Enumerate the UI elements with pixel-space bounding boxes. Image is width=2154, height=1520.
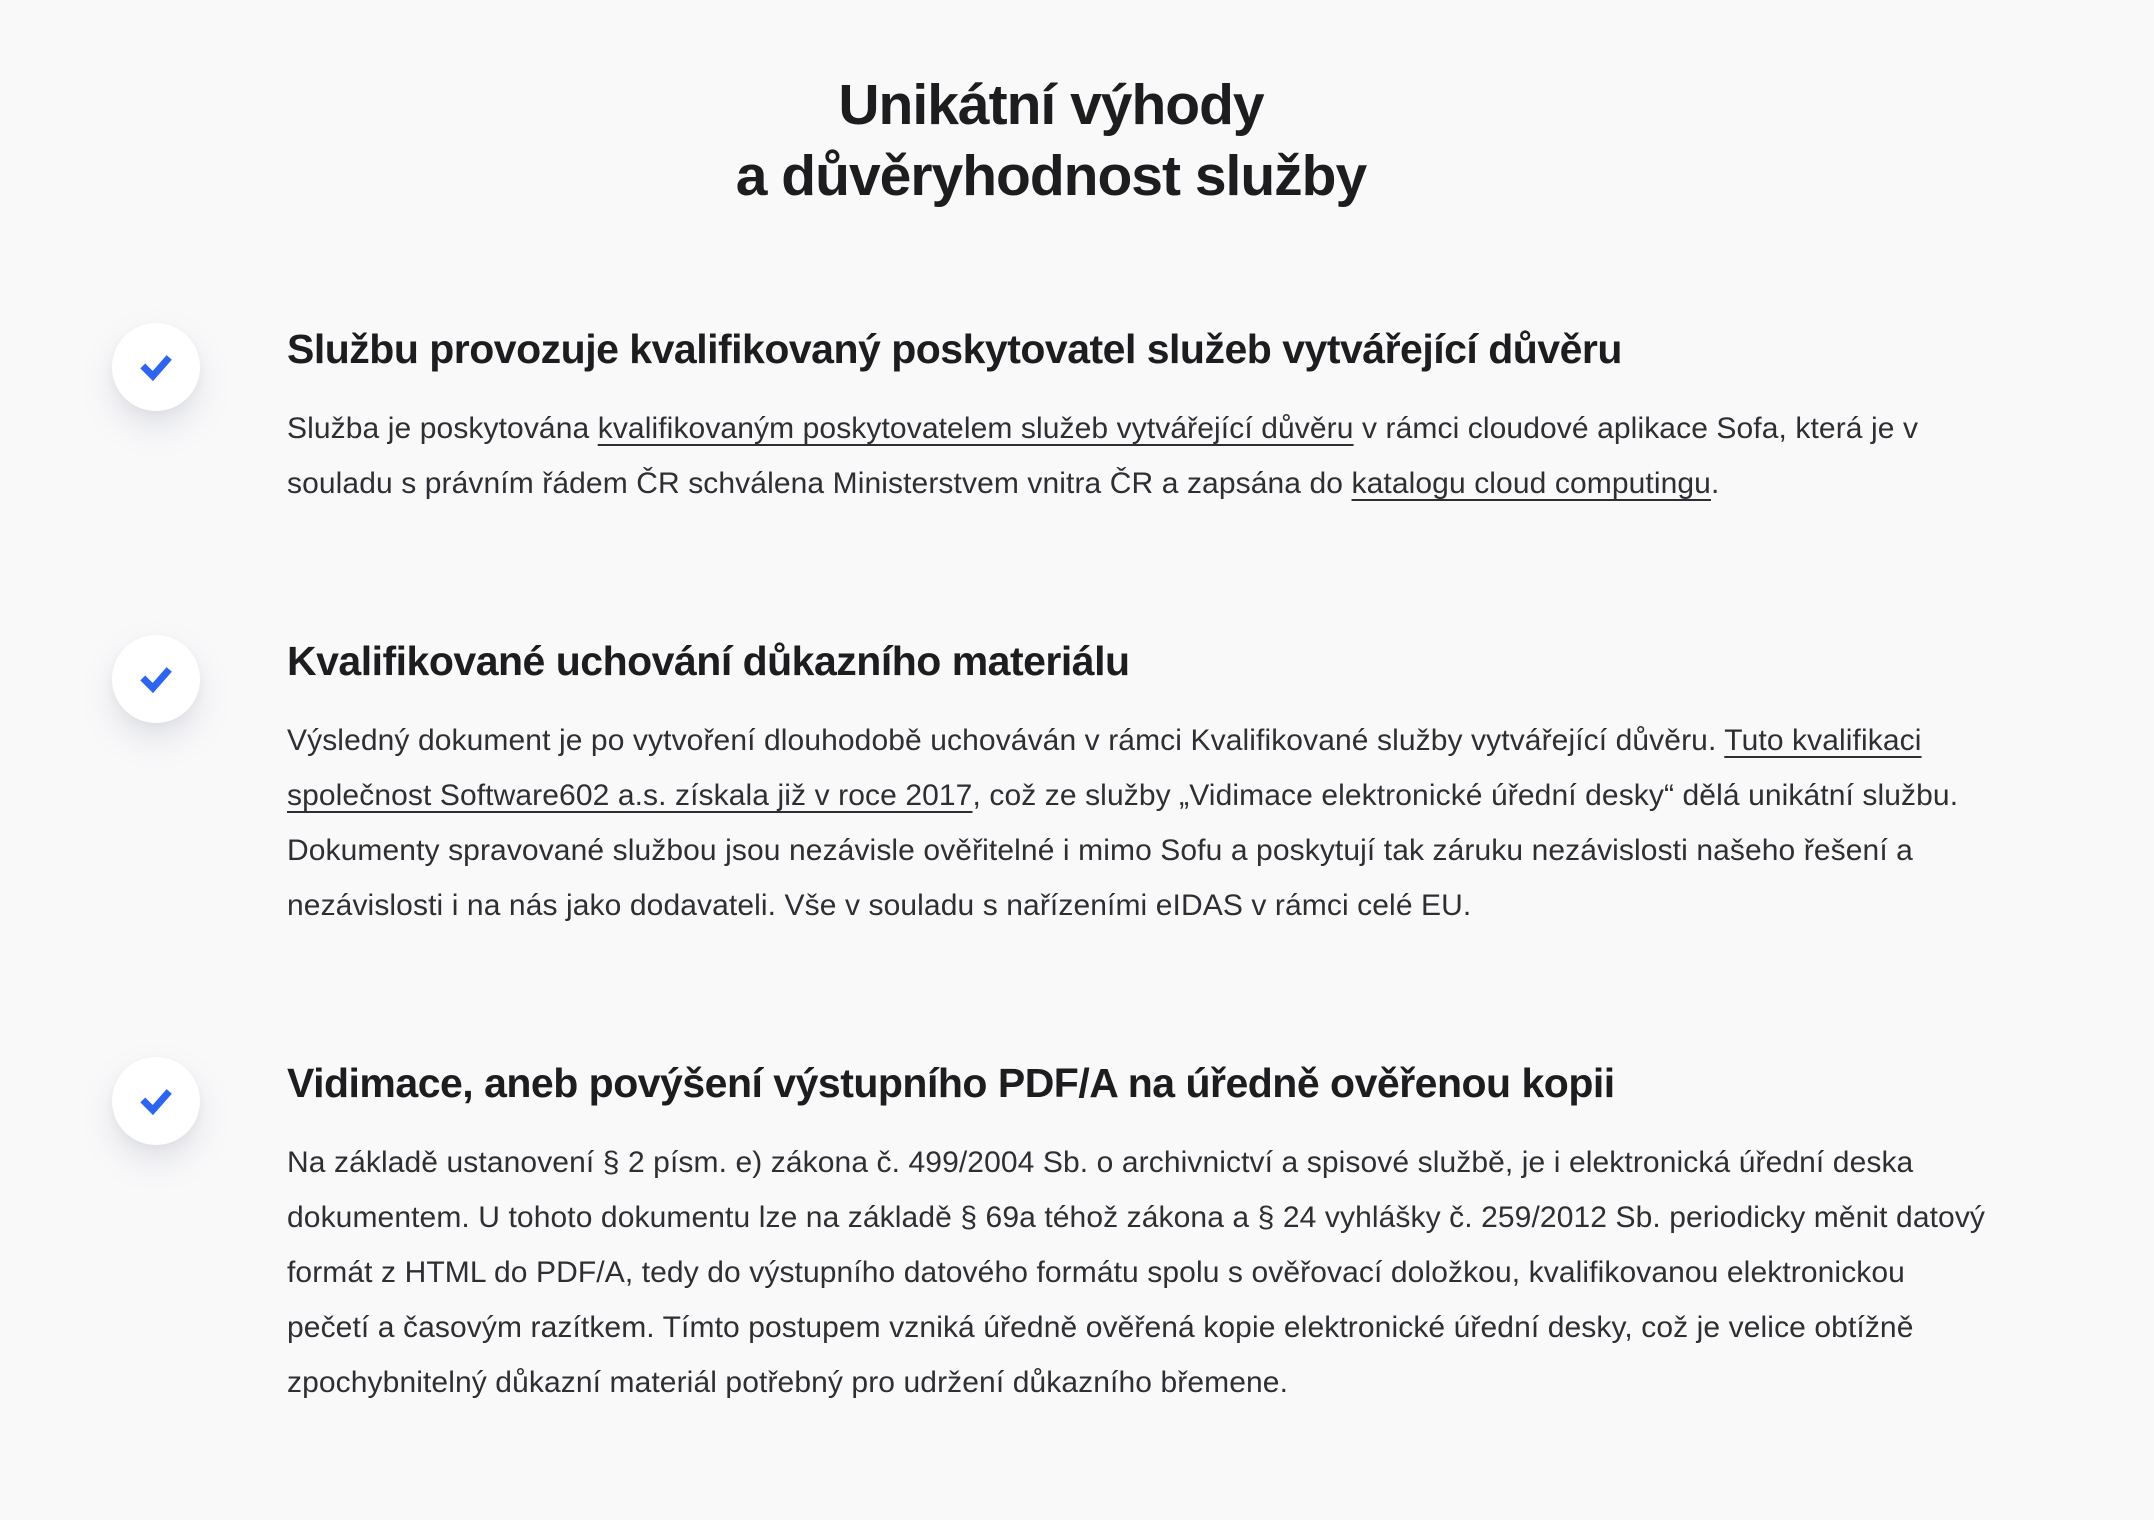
- section-paragraph: [287, 713, 1990, 933]
- paragraph-text: , což ze služby „Vidimace elektronické úřední desky“ dělá unikátní službu. Dokumenty spravované službou jsou nezávisle ověřitelné i mimo Sofu a poskytují tak záruku nezávislosti našeho řešení a nezávislosti i na nás jako dodavateli. Vše v souladu s nařízeními eIDAS v rámci celé EU.: [287, 779, 1959, 923]
- page-title-line-2: a důvěryhodnost služby: [735, 143, 1367, 208]
- check-icon: [137, 348, 175, 386]
- benefits-list: [112, 325, 1990, 1410]
- benefit-row: [112, 325, 1990, 511]
- check-circle-badge: [112, 1057, 200, 1145]
- benefit-row: [112, 1059, 1990, 1410]
- page-title-line-1: Unikátní výhody: [838, 73, 1264, 137]
- check-icon: [137, 1082, 175, 1120]
- paragraph-text: Na základě ustanovení § 2 písm. e) zákona č. 499/2004 Sb. o archivnictví a spisové službě, je i elektronická úřední deska dokumentem. U tohoto dokumentu lze na základě § 69a téhož zákona a § 24 vyhlášky č. 259/2012 Sb. periodicky měnit datový formát z HTML do PDF/A, tedy do výstupního datového formátu spolu s ověřovací doložkou, kvalifikovanou elektronickou pečetí a časovým razítkem. Tímto postupem vzniká úředně ověřená kopie elektronické úřední desky, což je velice obtížně zpochybnitelný důkazní materiál potřebný pro udržení důkazního břemene.: [287, 1146, 1986, 1400]
- check-circle-badge: [112, 323, 200, 411]
- benefit-text: [287, 1059, 1990, 1410]
- benefit-row: [112, 637, 1990, 933]
- inline-link[interactable]: katalogu cloud computingu: [1351, 467, 1711, 501]
- paragraph-text: Výsledný dokument je po vytvoření dlouhodobě uchováván v rámci Kvalifikované služby vytvářející důvěru.: [287, 724, 1725, 758]
- paragraph-text: v rámci cloudové aplikace Sofa, která je v souladu s právním řádem ČR schválena Ministerstvem vnitra ČR a zapsána do: [287, 412, 1919, 501]
- benefit-text: [287, 637, 1990, 933]
- page-title: [112, 70, 1990, 211]
- inline-link[interactable]: kvalifikovaným poskytovatelem služeb vytvářející důvěru: [597, 412, 1354, 446]
- benefit-text: [287, 325, 1990, 511]
- section-paragraph: [287, 401, 1990, 511]
- section-heading: Službu provozuje kvalifikovaný poskytovatel služeb vytvářející důvěru: [287, 326, 1622, 373]
- section-paragraph: [287, 1135, 1990, 1410]
- inline-link[interactable]: Tuto kvalifikaci společnost Software602 a.s. získala již v roce 2017: [287, 724, 1922, 813]
- section-heading: Vidimace, aneb povýšení výstupního PDF/A na úředně ověřenou kopii: [287, 1060, 1615, 1107]
- check-icon: [137, 660, 175, 698]
- paragraph-text: Služba je poskytována: [287, 412, 598, 446]
- paragraph-text: .: [1710, 467, 1720, 501]
- check-circle-badge: [112, 635, 200, 723]
- section-heading: Kvalifikované uchování důkazního materiálu: [287, 638, 1130, 685]
